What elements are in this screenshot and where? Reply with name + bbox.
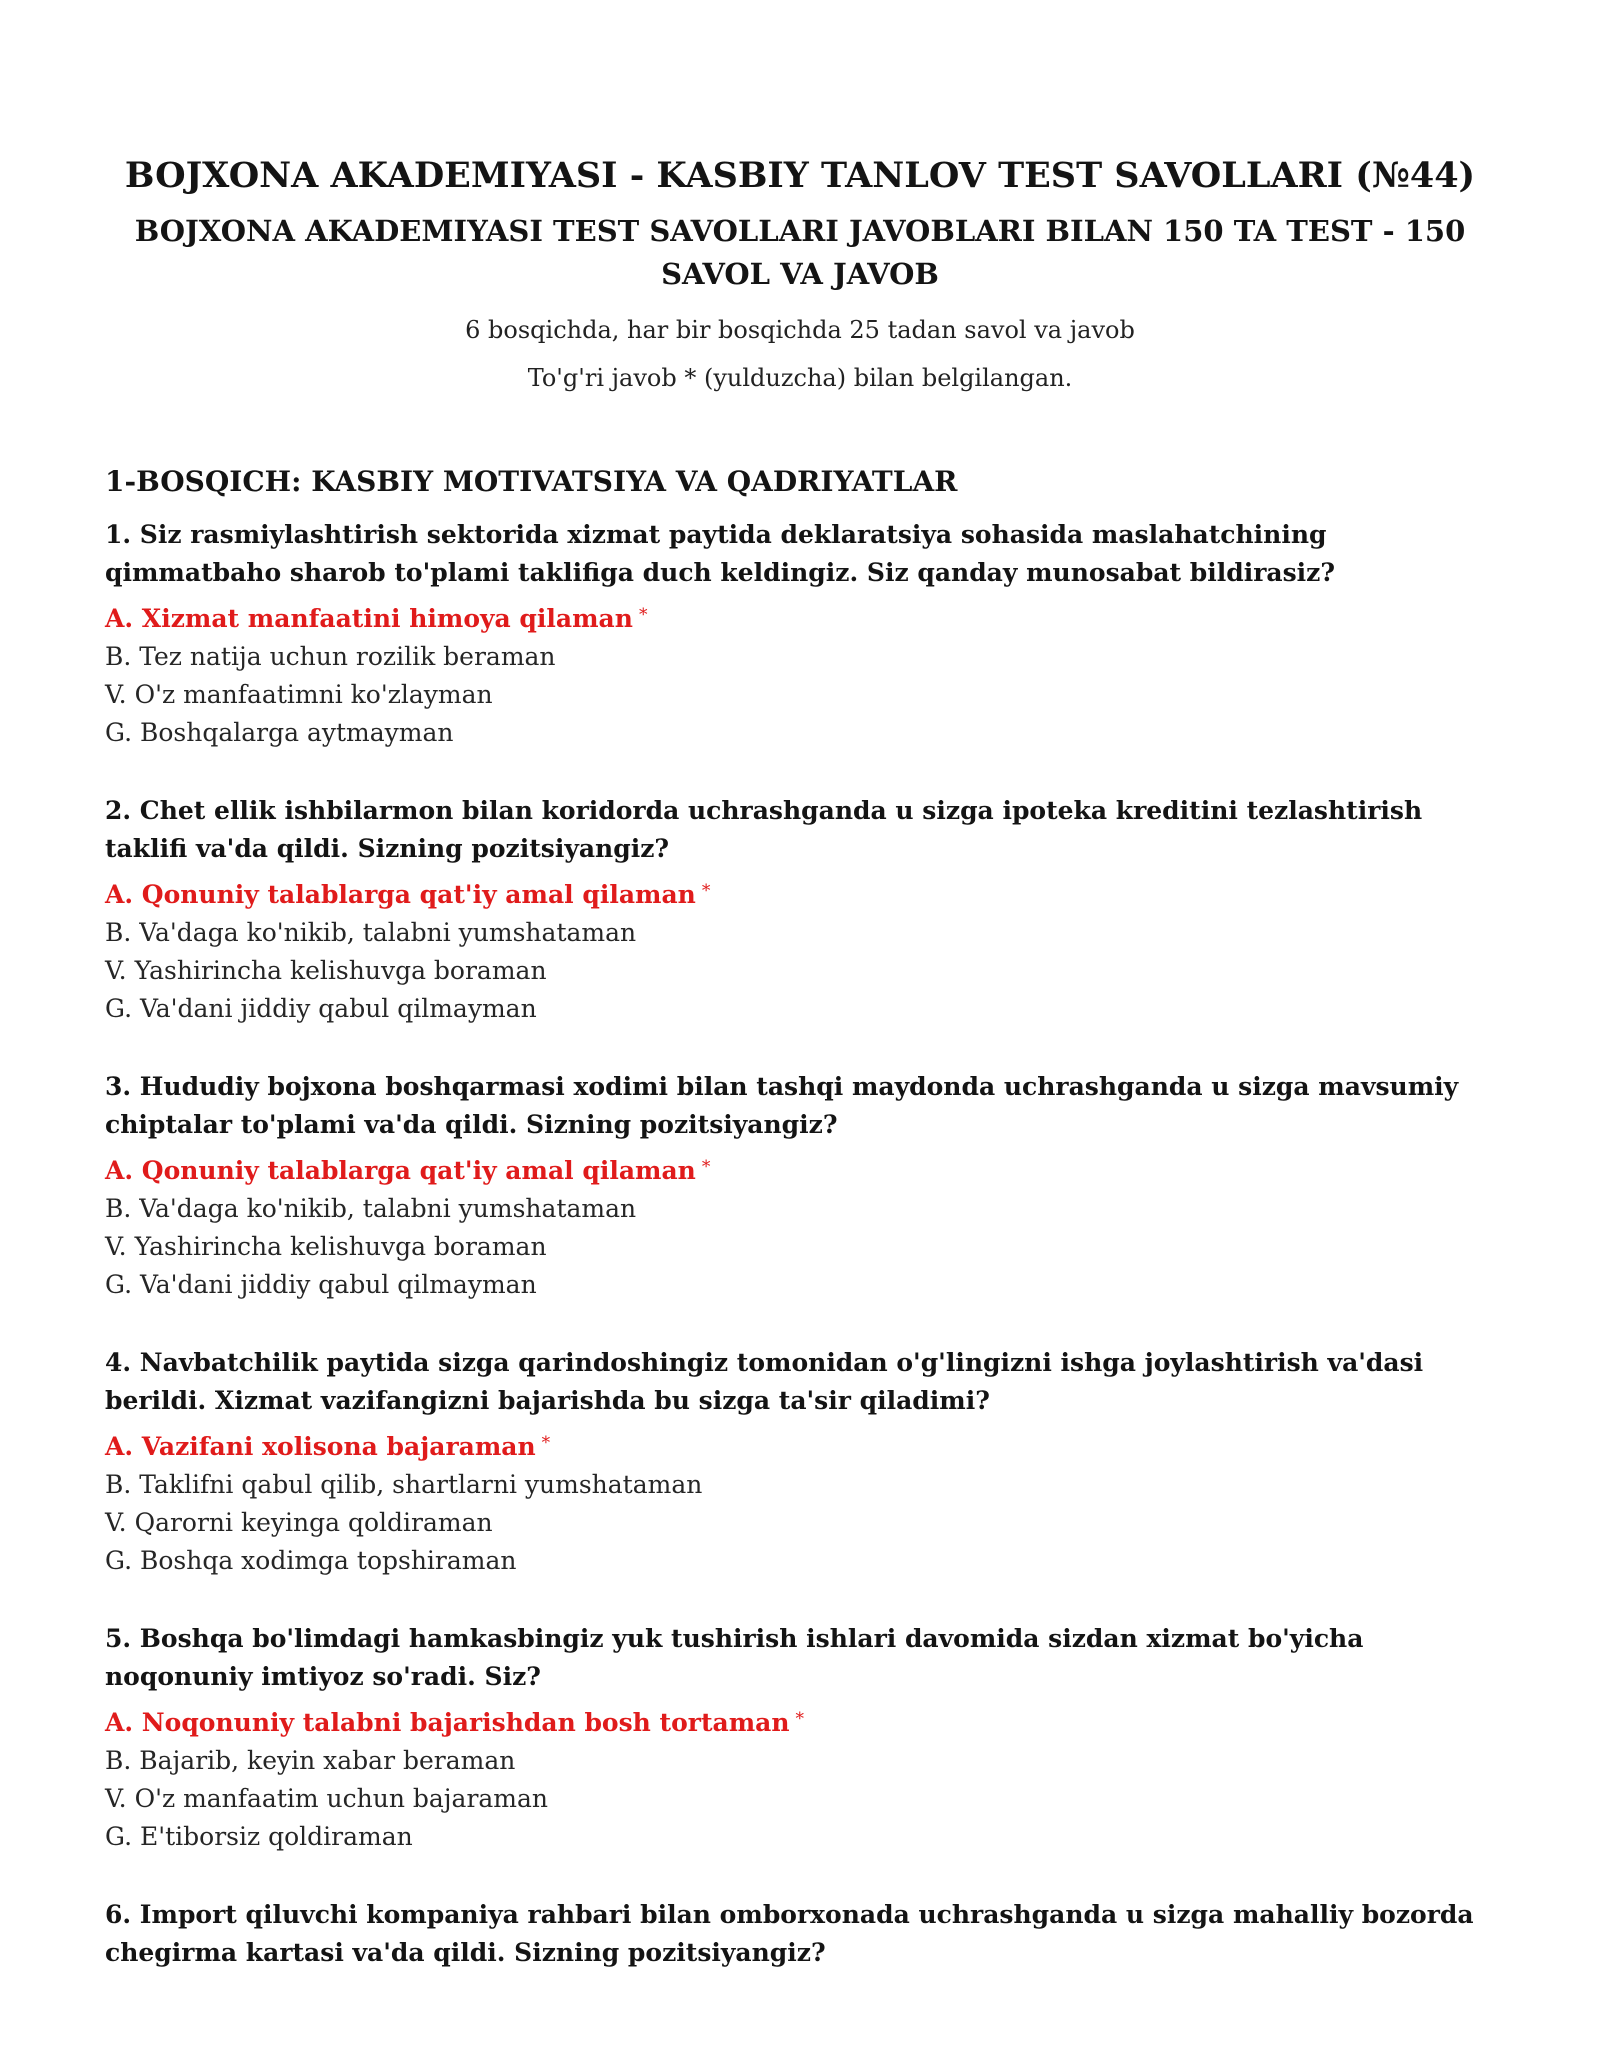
option-label: A. Qonuniy talablarga qat'iy amal qilaman [105, 880, 696, 909]
question-5 [105, 1620, 1495, 1856]
section-title: 1-BOSQICH: KASBIY MOTIVATSIYA VA QADRIYATLAR [105, 465, 958, 498]
option-label: A. Noqonuniy talabni bajarishdan bosh tortaman [105, 1708, 790, 1737]
option-v: V. O'z manfaatim uchun bajaraman [105, 1784, 549, 1813]
option-a-correct [105, 1700, 1495, 1742]
question-text: 2. Chet ellik ishbilarmon bilan koridorda uchrashganda u sizga ipoteka kreditini tezlashtirish taklifi va'da qildi. Sizning pozitsiyangiz? [105, 796, 1423, 863]
option-label: A. Vazifani xolisona bajaraman [105, 1432, 536, 1461]
option-a-correct [105, 1424, 1495, 1466]
option-g: G. E'tiborsiz qoldiraman [105, 1822, 413, 1851]
correct-answer-star: * [701, 881, 711, 901]
correct-answer-star: * [701, 1157, 711, 1177]
option-g: G. Va'dani jiddiy qabul qilmayman [105, 1270, 537, 1299]
question-3 [105, 1068, 1495, 1304]
document-header [105, 150, 1495, 402]
option-a-correct [105, 872, 1495, 914]
option-b: B. Tez natija uchun rozilik beraman [105, 642, 556, 671]
question-text: 6. Import qiluvchi kompaniya rahbari bilan omborxonada uchrashganda u sizga mahalliy bozorda chegirma kartasi va'da qildi. Sizning pozitsiyangiz? [105, 1900, 1474, 1967]
question-2 [105, 792, 1495, 1028]
option-a-correct [105, 596, 1495, 638]
question-text: 5. Boshqa bo'limdagi hamkasbingiz yuk tushirish ishlari davomida sizdan xizmat bo'yicha noqonuniy imtiyoz so'radi. Siz? [105, 1624, 1364, 1691]
document-content [105, 460, 1495, 2012]
option-v: V. O'z manfaatimni ko'zlayman [105, 680, 493, 709]
question-4 [105, 1344, 1495, 1580]
document-subtitle: BOJXONA AKADEMIYASI TEST SAVOLLARI JAVOBLARI BILAN 150 TA TEST - 150 SAVOL VA JAVOB [134, 214, 1466, 291]
question-text: 1. Siz rasmiylashtirish sektorida xizmat paytida deklaratsiya sohasida maslahatchining qimmatbaho sharob to'plami taklifiga duch keldingiz. Siz qanday munosabat bildirasiz? [105, 520, 1336, 587]
option-b: B. Bajarib, keyin xabar beraman [105, 1746, 516, 1775]
option-a-correct [105, 1148, 1495, 1190]
question-6 [105, 1896, 1495, 1972]
option-g: G. Va'dani jiddiy qabul qilmayman [105, 994, 537, 1023]
option-b: B. Taklifni qabul qilib, shartlarni yumshataman [105, 1470, 703, 1499]
document-title: BOJXONA AKADEMIYASI - KASBIY TANLOV TEST SAVOLLARI (№44) [124, 155, 1476, 196]
correct-answer-star: * [638, 605, 648, 625]
option-v: V. Yashirincha kelishuvga boraman [105, 1232, 547, 1261]
option-v: V. Yashirincha kelishuvga boraman [105, 956, 547, 985]
info-line-answer-marker: To'g'ri javob * (yulduzcha) bilan belgilangan. [527, 364, 1073, 392]
option-g: G. Boshqalarga aytmayman [105, 718, 454, 747]
question-text: 4. Navbatchilik paytida sizga qarindoshingiz tomonidan o'g'lingizni ishga joylashtirish va'dasi berildi. Xizmat vazifangizni bajarishda bu sizga ta'sir qiladimi? [105, 1348, 1424, 1415]
correct-answer-star: * [795, 1709, 805, 1729]
option-g: G. Boshqa xodimga topshiraman [105, 1546, 517, 1575]
option-b: B. Va'daga ko'nikib, talabni yumshataman [105, 1194, 637, 1223]
option-b: B. Va'daga ko'nikib, talabni yumshataman [105, 918, 637, 947]
option-v: V. Qarorni keyinga qoldiraman [105, 1508, 493, 1537]
question-text: 3. Hududiy bojxona boshqarmasi xodimi bilan tashqi maydonda uchrashganda u sizga mavsumiy chiptalar to'plami va'da qildi. Sizning pozitsiyangiz? [105, 1072, 1459, 1139]
correct-answer-star: * [541, 1433, 551, 1453]
question-1 [105, 516, 1495, 752]
option-label: A. Xizmat manfaatini himoya qilaman [105, 604, 633, 633]
info-line-stages: 6 bosqichda, har bir bosqichda 25 tadan savol va javob [465, 316, 1135, 344]
option-label: A. Qonuniy talablarga qat'iy amal qilaman [105, 1156, 696, 1185]
